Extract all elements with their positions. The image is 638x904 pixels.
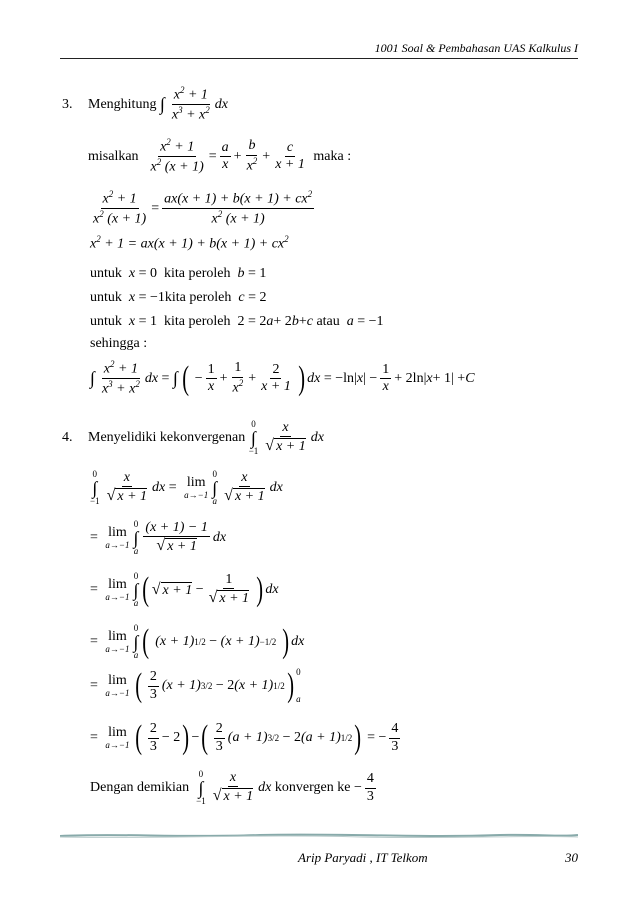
problem-3-heading: 3. Menghitung ∫ $\frac{x^2 + 1}{x^3 + x^2}$ dx <box>62 85 228 123</box>
running-header: 1001 Soal & Pembahasan UAS Kalkulus I <box>374 41 578 55</box>
footer-brush-line <box>60 832 578 840</box>
problem-intro: Menyelidiki kekonvergenan <box>88 430 246 445</box>
case-x-neg1: untuk x = −1 kita peroleh c = 2 <box>90 290 267 305</box>
footer-author: Arip Paryadi , IT Telkom <box>298 850 428 865</box>
step-split: = lim a→−1 0 ∫ a ( √ x + 1 − $\frac{1}{√ x + 1}$ ) dx <box>90 570 279 608</box>
step-powers: = lim a→−1 0 ∫ a ( (x + 1) 1/2 − (x + 1) −1/2 ) dx <box>90 622 305 660</box>
misalkan-label: misalkan <box>88 148 139 164</box>
case-x-0: untuk x = 0 kita peroleh b = 1 <box>90 266 267 281</box>
problem-intro: Menghitung <box>88 96 157 112</box>
combined-fraction: $\frac{x^2 + 1}{x^2 (x + 1)}$ = $\frac{ax(x + 1) + b(x + 1) + cx^2}{x^2 (x + 1)}$ <box>93 189 313 227</box>
problem-4-heading: 4. Menyelidiki kekonvergenan 0 ∫ −1 $\frac{x}{√ x + 1}$ dx <box>62 419 324 456</box>
step-antiderivative: = lim a→−1 ( $\frac{2}{3}$ (x + 1) 3/2 − 2 (x + 1) 1/2 ) 0 a <box>90 666 301 704</box>
case-x-1: untuk x = 1 kita peroleh 2 = 2 a + 2 b + c atau a = −1 <box>90 314 384 329</box>
header-divider <box>60 58 578 59</box>
partial-fraction-setup: misalkan $\frac{x^2 + 1}{x^2 (x + 1)}$ = $\frac{a}{x}$ + $\frac{b}{x^2}$ + $\frac{c}{x + 1}$ maka : <box>88 137 352 175</box>
maka-label: maka : <box>313 148 352 164</box>
problem-3-result: ∫ $\frac{x^2 + 1}{x^3 + x^2}$ dx = ∫ ( − $\frac{1}{x}$ + $\frac{1}{x^2}$ + $\frac{2}{x + 1}$ ) dx = −ln| x | − $\frac{1}{x}$ + 2ln| x + 1| + C <box>90 359 475 397</box>
step-evaluate: = lim a→−1 ( $\frac{2}{3}$ − 2 ) − ( $\frac{2}{3}$ (a + 1) 3/2 − 2 (a + 1) 1/2 ) = − $\frac{4}{3}$ <box>90 718 399 756</box>
page-number: 30 <box>565 850 578 865</box>
problem-number: 3. <box>62 96 73 112</box>
problem-number: 4. <box>62 430 73 445</box>
integral-sign: ∫ <box>159 94 165 115</box>
numerator-equation: $x^2 + 1 = ax(x + 1) + b(x + 1) + cx^2$ <box>90 234 289 252</box>
integrand: $\frac{x^2 + 1}{x^3 + x^2}$ <box>171 85 210 123</box>
sehingga-label: sehingga : <box>90 336 148 351</box>
step-limit-def: 0 ∫ −1 $\frac{x}{√ x + 1}$ dx = lim a→−1 0 ∫ a $\frac{x}{√ x + 1}$ dx <box>90 469 283 506</box>
conclusion: Dengan demikian 0 ∫ −1 $\frac{x}{√ x + 1}$ dx konvergen ke − $\frac{4}{3}$ <box>90 769 374 806</box>
step-rewrite: = lim a→−1 0 ∫ a $\frac{(x + 1) - 1}{√ x + 1}$ dx <box>90 519 227 556</box>
